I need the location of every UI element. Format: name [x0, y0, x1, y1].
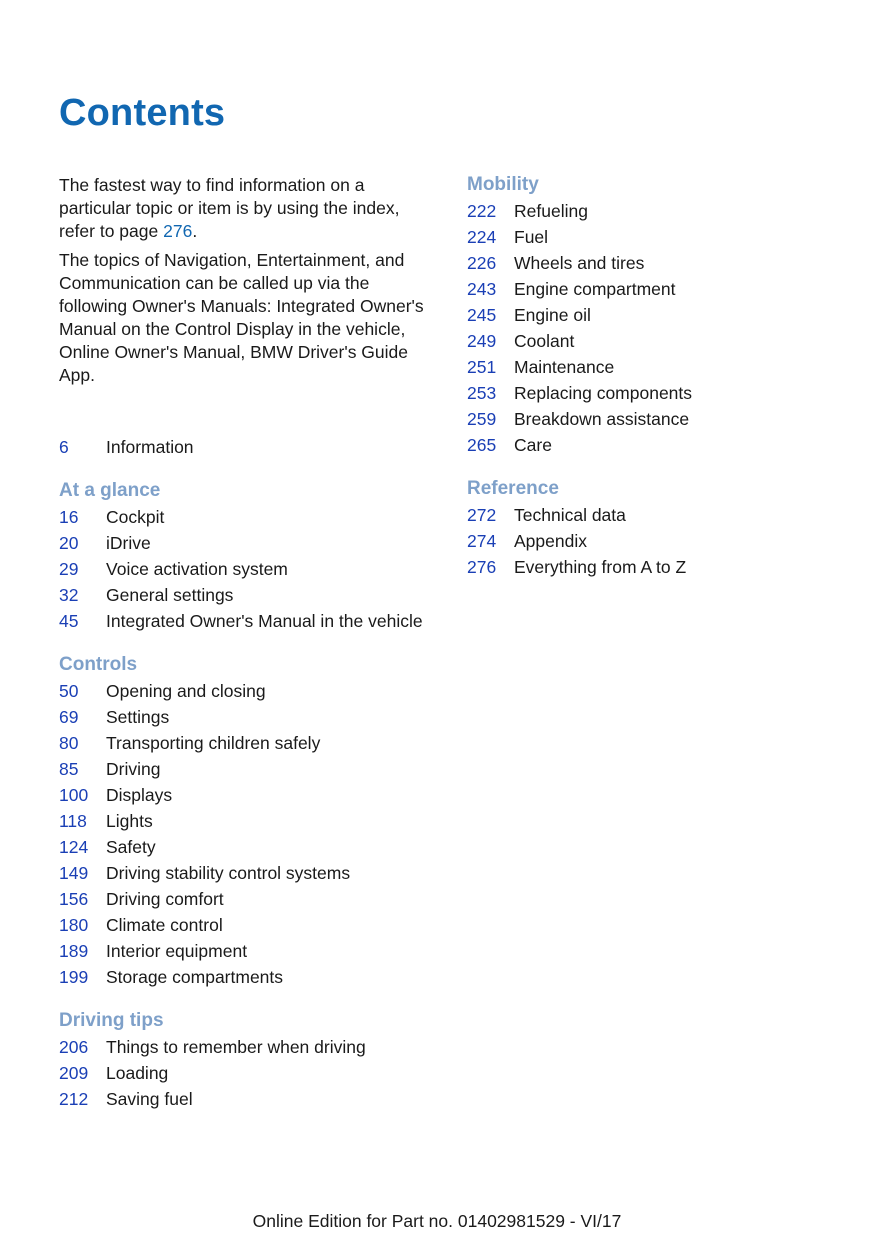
toc-page-number: 16 — [59, 507, 79, 527]
toc-page-number: 149 — [59, 863, 89, 883]
toc-entry[interactable] — [59, 756, 459, 782]
toc-section — [59, 652, 459, 990]
toc-page-number: 156 — [59, 889, 89, 909]
toc-entry-label: Coolant — [514, 331, 575, 351]
toc-section-heading: Mobility — [467, 174, 539, 195]
toc-page-number: 45 — [59, 611, 79, 631]
toc-entry[interactable] — [59, 530, 459, 556]
toc-page-number: 206 — [59, 1037, 89, 1057]
toc-page-number: 180 — [59, 915, 89, 935]
toc-page-number: 274 — [467, 531, 497, 551]
intro-paragraph-manuals: The topics of Navigation, Entertainment, and Communication can be called up via the following Owner's Manuals: Integrated Owner's Manual on the Control Display in the vehicle, Online Owner's Manual, BMW Driver's Guide App. — [59, 250, 424, 385]
toc-page-number: 20 — [59, 533, 79, 553]
toc-page-number: 6 — [59, 437, 69, 457]
toc-entry[interactable] — [59, 504, 459, 530]
toc-entry-label: iDrive — [106, 533, 151, 553]
toc-entry-label: Breakdown assistance — [514, 409, 690, 429]
toc-entry[interactable] — [59, 964, 459, 990]
toc-entry-label: Information — [106, 437, 194, 457]
toc-entry[interactable] — [59, 730, 459, 756]
toc-entry[interactable] — [467, 224, 867, 250]
toc-entry-label: Driving — [106, 759, 161, 779]
toc-entry[interactable] — [59, 886, 459, 912]
toc-entry-label: Appendix — [514, 531, 587, 551]
toc-entry-label: Climate control — [106, 915, 223, 935]
toc-section — [59, 1008, 459, 1112]
toc-entry-label: Driving comfort — [106, 889, 224, 909]
toc-entry[interactable] — [59, 938, 459, 964]
toc-page-number: 249 — [467, 331, 497, 351]
toc-entry[interactable] — [467, 328, 867, 354]
toc-entry[interactable] — [59, 1034, 459, 1060]
toc-entry-label: Settings — [106, 707, 170, 727]
toc-entry-label: Voice activation system — [106, 559, 288, 579]
toc-right-column — [467, 172, 867, 598]
toc-entry[interactable] — [59, 434, 459, 460]
toc-page-number: 272 — [467, 505, 497, 525]
toc-entry-label: General settings — [106, 585, 234, 605]
intro-text — [59, 174, 439, 393]
toc-entry[interactable] — [467, 302, 867, 328]
toc-entry-label: Opening and closing — [106, 681, 266, 701]
toc-entry[interactable] — [59, 1086, 459, 1112]
toc-page-number: 118 — [59, 811, 87, 831]
toc-page-number: 251 — [467, 357, 497, 377]
toc-section — [467, 172, 867, 458]
toc-entry-label: Driving stability control systems — [106, 863, 351, 883]
footer-edition: Online Edition for Part no. 01402981529 - VI/17 — [252, 1211, 622, 1231]
toc-page-number: 222 — [467, 201, 497, 221]
toc-entry-label: Storage compartments — [106, 967, 284, 987]
toc-entry[interactable] — [467, 276, 867, 302]
toc-entry[interactable] — [59, 782, 459, 808]
toc-entry-label: Maintenance — [514, 357, 615, 377]
intro-paragraph-index — [59, 174, 439, 243]
toc-entry[interactable] — [59, 704, 459, 730]
toc-entry[interactable] — [59, 808, 459, 834]
toc-entry[interactable] — [59, 608, 459, 634]
toc-entry-label: Transporting children safely — [106, 733, 321, 753]
toc-page-number: 80 — [59, 733, 79, 753]
toc-entry[interactable] — [59, 678, 459, 704]
toc-section-heading: Reference — [467, 478, 559, 499]
toc-entry-label: Displays — [106, 785, 173, 805]
toc-entry[interactable] — [467, 406, 867, 432]
toc-entry[interactable] — [467, 250, 867, 276]
intro-index-text: The fastest way to find information on a particular topic or item is by using the index, refer to page — [59, 175, 400, 241]
index-page-link[interactable]: 276 — [163, 221, 193, 241]
toc-entry[interactable] — [467, 554, 867, 580]
toc-section — [467, 476, 867, 580]
toc-entry[interactable] — [467, 502, 867, 528]
toc-entry-label: Things to remember when driving — [106, 1037, 366, 1057]
toc-entry[interactable] — [59, 912, 459, 938]
toc-entry[interactable] — [467, 528, 867, 554]
toc-page-number: 124 — [59, 837, 89, 857]
toc-entry[interactable] — [59, 582, 459, 608]
toc-entry[interactable] — [59, 556, 459, 582]
toc-section-heading: At a glance — [59, 480, 161, 501]
toc-entry[interactable] — [59, 1060, 459, 1086]
toc-entry[interactable] — [467, 432, 867, 458]
toc-entry-label: Care — [514, 435, 552, 455]
toc-page-number: 50 — [59, 681, 79, 701]
toc-left-column — [59, 434, 459, 1130]
toc-entry-label: Engine oil — [514, 305, 591, 325]
intro-period: . — [192, 221, 198, 241]
toc-page-number: 226 — [467, 253, 497, 273]
toc-entry[interactable] — [59, 834, 459, 860]
toc-entry-label: Cockpit — [106, 507, 165, 527]
toc-page-number: 212 — [59, 1089, 89, 1109]
toc-page-number: 32 — [59, 585, 79, 605]
toc-page-number: 276 — [467, 557, 497, 577]
toc-entry-label: Wheels and tires — [514, 253, 645, 273]
toc-page-number: 69 — [59, 707, 79, 727]
toc-entry-label: Safety — [106, 837, 156, 857]
toc-entry-label: Lights — [106, 811, 153, 831]
toc-section — [59, 478, 459, 634]
toc-page-number: 243 — [467, 279, 497, 299]
toc-entry-label: Engine compartment — [514, 279, 676, 299]
toc-entry-label: Fuel — [514, 227, 549, 247]
toc-entry-label: Integrated Owner's Manual in the vehicle — [106, 611, 423, 631]
toc-entry[interactable] — [467, 198, 867, 224]
toc-page-number: 245 — [467, 305, 497, 325]
toc-entry-label: Interior equipment — [106, 941, 248, 961]
toc-entry-label: Loading — [106, 1063, 169, 1083]
toc-page-number: 253 — [467, 383, 497, 403]
toc-entry[interactable] — [467, 380, 867, 406]
toc-entry-label: Everything from A to Z — [514, 557, 687, 577]
toc-page-number: 100 — [59, 785, 89, 805]
toc-section-information — [59, 434, 459, 460]
toc-page-number: 265 — [467, 435, 497, 455]
toc-page-number: 189 — [59, 941, 89, 961]
toc-entry-label: Replacing components — [514, 383, 693, 403]
toc-entry-label: Technical data — [514, 505, 626, 525]
toc-section-heading: Controls — [59, 654, 138, 675]
toc-page-number: 29 — [59, 559, 79, 579]
toc-page-number: 209 — [59, 1063, 89, 1083]
toc-page-number: 85 — [59, 759, 79, 779]
toc-entry-label: Saving fuel — [106, 1089, 193, 1109]
toc-page-number: 259 — [467, 409, 497, 429]
toc-section-heading: Driving tips — [59, 1010, 164, 1031]
toc-entry[interactable] — [467, 354, 867, 380]
toc-page-number: 224 — [467, 227, 497, 247]
toc-page-number: 199 — [59, 967, 89, 987]
toc-entry-label: Refueling — [514, 201, 588, 221]
page-title: Contents — [59, 92, 226, 134]
toc-entry[interactable] — [59, 860, 459, 886]
